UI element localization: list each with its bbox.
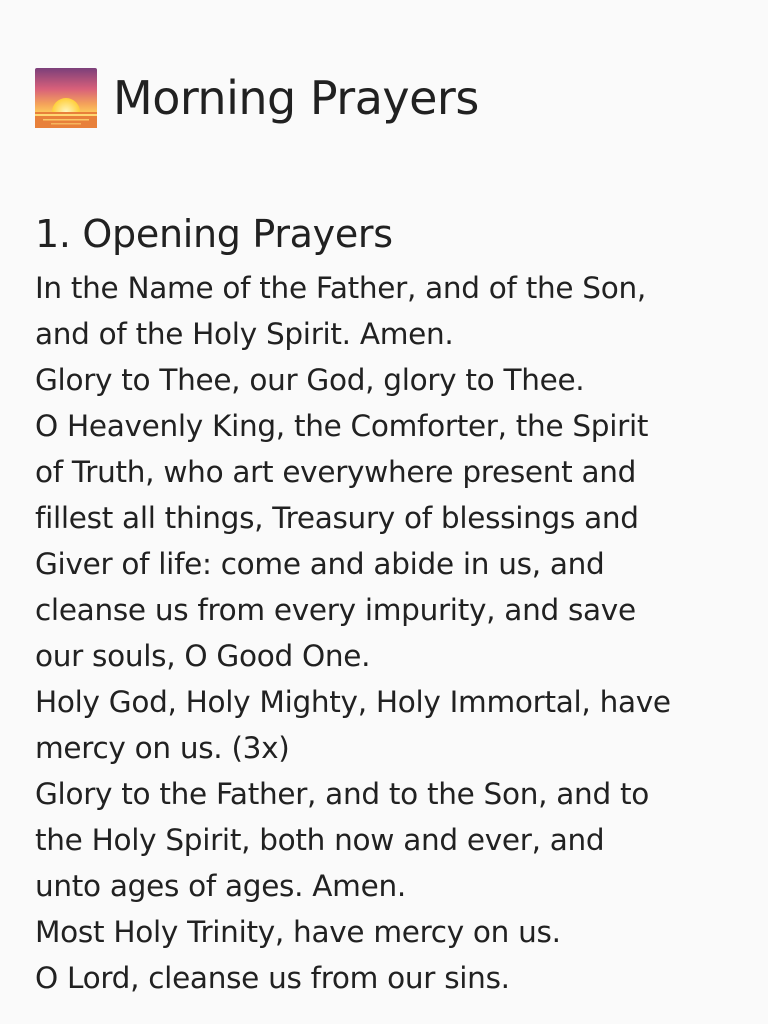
page-title: Morning Prayers (113, 71, 479, 125)
prayer-text (35, 265, 740, 1001)
prayer-line: Most Holy Trinity, have mercy on us. (35, 915, 561, 949)
prayer-line: Giver of life: come and abide in us, and (35, 547, 605, 581)
prayer-line: O Heavenly King, the Comforter, the Spirit (35, 409, 649, 443)
prayer-line: of Truth, who art everywhere present and (35, 455, 637, 489)
section-heading: 1. Opening Prayers (35, 212, 393, 256)
prayer-line: cleanse us from every impurity, and save (35, 593, 636, 627)
prayer-line: the Holy Spirit, both now and ever, and (35, 823, 605, 857)
title-row (35, 68, 479, 128)
prayer-line: Glory to the Father, and to the Son, and to (35, 777, 649, 811)
prayer-line: our souls, O Good One. (35, 639, 371, 673)
prayer-line: fillest all things, Treasury of blessings and (35, 501, 639, 535)
prayer-line: O Lord, cleanse us from our sins. (35, 961, 510, 995)
prayer-line: In the Name of the Father, and of the Son, (35, 271, 646, 305)
prayer-line: and of the Holy Spirit. Amen. (35, 317, 454, 351)
prayer-line: unto ages of ages. Amen. (35, 869, 406, 903)
prayer-line: Holy God, Holy Mighty, Holy Immortal, have (35, 685, 671, 719)
prayer-line: Glory to Thee, our God, glory to Thee. (35, 363, 585, 397)
opening-prayers-section (35, 207, 740, 1001)
sunrise-icon (35, 68, 97, 128)
prayer-line: mercy on us. (3x) (35, 731, 290, 765)
